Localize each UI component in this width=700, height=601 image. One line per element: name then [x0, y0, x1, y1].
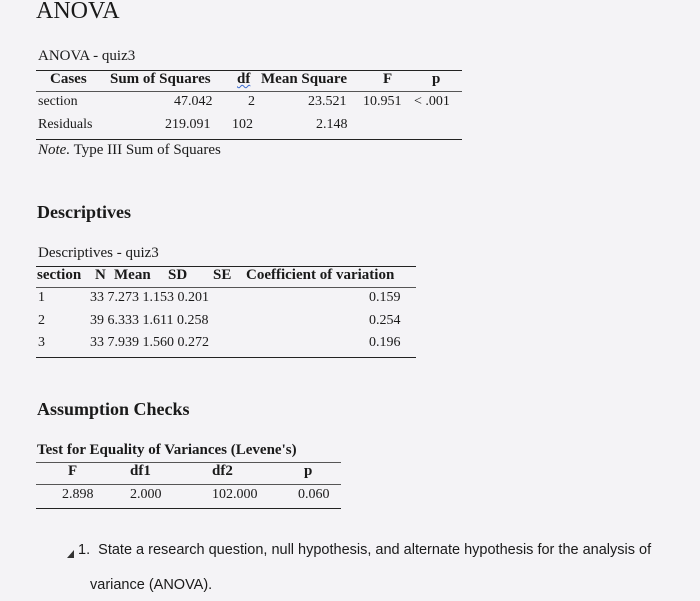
anova-row-df: 102	[232, 117, 253, 132]
anova-col-cases: Cases	[50, 71, 87, 87]
question-number: 1.	[78, 542, 91, 558]
question-line-2: variance (ANOVA).	[90, 577, 213, 593]
desc-row-cv: 0.254	[369, 313, 401, 328]
anova-col-p: p	[432, 71, 441, 87]
levene-table-title: Test for Equality of Variances (Levene's)	[37, 442, 297, 458]
anova-table-title: ANOVA - quiz3	[38, 48, 136, 64]
desc-col-cv: Coefficient of variation	[246, 267, 395, 283]
levene-df2: 102.000	[212, 487, 258, 502]
levene-col-f: F	[68, 463, 78, 479]
levene-col-p: p	[304, 463, 313, 479]
levene-df1: 2.000	[130, 487, 162, 502]
assumptions-heading: Assumption Checks	[37, 399, 190, 419]
desc-row-section: 1	[38, 290, 45, 305]
desc-sd: 1.560	[142, 335, 174, 350]
anova-bottom-rule	[36, 139, 462, 140]
anova-col-ss: Sum of Squares	[110, 71, 211, 87]
anova-row-cases: Residuals	[38, 117, 93, 132]
anova-row-cases: section	[38, 94, 78, 109]
desc-mean: 7.939	[107, 335, 139, 350]
anova-col-f: F	[383, 71, 393, 87]
desc-row-values	[90, 335, 209, 351]
desc-se: 0.272	[177, 335, 209, 350]
levene-bottom-rule	[36, 508, 341, 509]
desc-col-mean: Mean	[114, 267, 151, 283]
anova-row-p: < .001	[414, 94, 450, 109]
desc-col-n: N	[95, 267, 106, 283]
desc-col-section: section	[37, 267, 82, 283]
desc-col-se: SE	[213, 267, 232, 283]
desc-sd: 1.153	[142, 290, 174, 305]
descriptives-heading: Descriptives	[37, 202, 131, 222]
triangle-bullet-icon	[66, 548, 75, 563]
anova-col-df	[237, 71, 250, 88]
desc-row-values	[90, 290, 209, 306]
descriptives-header-rule	[36, 287, 416, 288]
desc-n: 33	[90, 290, 104, 305]
anova-note	[38, 142, 221, 159]
anova-row-f: 10.951	[363, 94, 402, 109]
desc-mean: 7.273	[107, 290, 139, 305]
desc-row-section: 3	[38, 335, 45, 350]
desc-n: 33	[90, 335, 104, 350]
levene-top-rule	[36, 462, 341, 463]
anova-row-ss: 219.091	[165, 117, 211, 132]
descriptives-bottom-rule	[36, 357, 416, 358]
desc-se: 0.201	[177, 290, 209, 305]
anova-row-df: 2	[248, 94, 255, 109]
desc-row-values	[90, 313, 208, 329]
levene-header-rule	[36, 484, 341, 485]
levene-p: 0.060	[298, 487, 330, 502]
anova-row-ss: 47.042	[174, 94, 213, 109]
desc-mean: 6.333	[107, 313, 139, 328]
desc-row-cv: 0.159	[369, 290, 401, 305]
anova-col-ms: Mean Square	[261, 71, 347, 87]
levene-f: 2.898	[62, 487, 94, 502]
anova-header-rule	[36, 91, 462, 92]
page-title: ANOVA	[36, 0, 120, 24]
levene-col-df1: df1	[130, 463, 151, 479]
triangle-bullet-icon	[66, 549, 75, 559]
desc-sd: 1.611	[142, 313, 174, 328]
desc-row-section: 2	[38, 313, 45, 328]
note-label: Note.	[38, 142, 71, 158]
desc-se: 0.258	[176, 313, 209, 328]
levene-col-df2: df2	[212, 463, 233, 479]
anova-row-ms: 2.148	[316, 117, 348, 132]
df-spell-underline: df	[237, 71, 251, 87]
desc-row-cv: 0.196	[369, 335, 401, 350]
desc-n: 39	[90, 313, 104, 328]
question-line-1	[78, 542, 651, 558]
desc-col-sd: SD	[168, 267, 188, 283]
question-text: State a research question, null hypothesis, and alternate hypothesis for the analysis of	[98, 542, 652, 558]
anova-row-ms: 23.521	[308, 94, 347, 109]
descriptives-table-title: Descriptives - quiz3	[38, 245, 159, 261]
note-text: Type III Sum of Squares	[73, 142, 221, 158]
